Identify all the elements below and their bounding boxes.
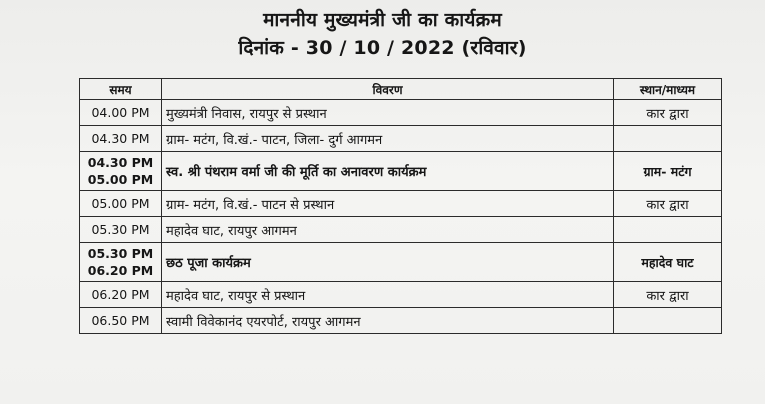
row-place: कार द्वारा (614, 191, 722, 217)
row-time: 06.50 PM (91, 313, 150, 328)
row-place (614, 217, 722, 243)
row-place: ग्राम- मटंग (614, 152, 722, 191)
date-line: दिनांक - 30 / 10 / 2022 (रविवार) (238, 37, 527, 59)
row-time: 04.30 PM (87, 155, 154, 170)
column-header-time: समय (80, 79, 162, 100)
row-time: 04.30 PM (91, 131, 150, 146)
table-body (80, 100, 722, 334)
row-description: स्व. श्री पंथराम वर्मा जी की मूर्ति का अनावरण कार्यक्रम (162, 152, 614, 191)
row-place (614, 126, 722, 152)
page-title: माननीय मुख्यमंत्री जी का कार्यक्रम (263, 9, 502, 31)
row-place: कार द्वारा (614, 100, 722, 126)
row-time-cell (80, 243, 162, 282)
row-time-cell (80, 191, 162, 217)
row-time-cell (80, 308, 162, 334)
table-row (80, 282, 722, 308)
row-time-end: 06.20 PM (87, 263, 154, 278)
row-place: कार द्वारा (614, 282, 722, 308)
row-time: 05.00 PM (91, 196, 150, 211)
table-row (80, 308, 722, 334)
row-place: महादेव घाट (614, 243, 722, 282)
table-row (80, 152, 722, 191)
row-time-cell (80, 152, 162, 191)
row-description: मुख्यमंत्री निवास, रायपुर से प्रस्थान (162, 100, 614, 126)
row-time: 05.30 PM (91, 222, 150, 237)
row-time: 04.00 PM (91, 105, 150, 120)
row-time-end: 05.00 PM (87, 172, 154, 187)
table-row (80, 191, 722, 217)
row-description: स्वामी विवेकानंद एयरपोर्ट, रायपुर आगमन (162, 308, 614, 334)
row-description: छठ पूजा कार्यक्रम (162, 243, 614, 282)
header (0, 8, 765, 60)
row-time: 05.30 PM (87, 246, 154, 261)
table-row (80, 126, 722, 152)
row-time-cell (80, 100, 162, 126)
row-place (614, 308, 722, 334)
row-description: ग्राम- मटंग, वि.खं.- पाटन से प्रस्थान (162, 191, 614, 217)
column-header-description: विवरण (162, 79, 614, 100)
row-description: ग्राम- मटंग, वि.खं.- पाटन, जिला- दुर्ग आगमन (162, 126, 614, 152)
row-description: महादेव घाट, रायपुर से प्रस्थान (162, 282, 614, 308)
table-header-row (80, 79, 722, 100)
row-time-cell (80, 126, 162, 152)
row-time-cell (80, 217, 162, 243)
row-description: महादेव घाट, रायपुर आगमन (162, 217, 614, 243)
row-time: 06.20 PM (91, 287, 150, 302)
column-header-place: स्थान/माध्यम (614, 79, 722, 100)
row-time-cell (80, 282, 162, 308)
schedule-table (79, 78, 722, 334)
table-row (80, 243, 722, 282)
table-row (80, 100, 722, 126)
table-row (80, 217, 722, 243)
